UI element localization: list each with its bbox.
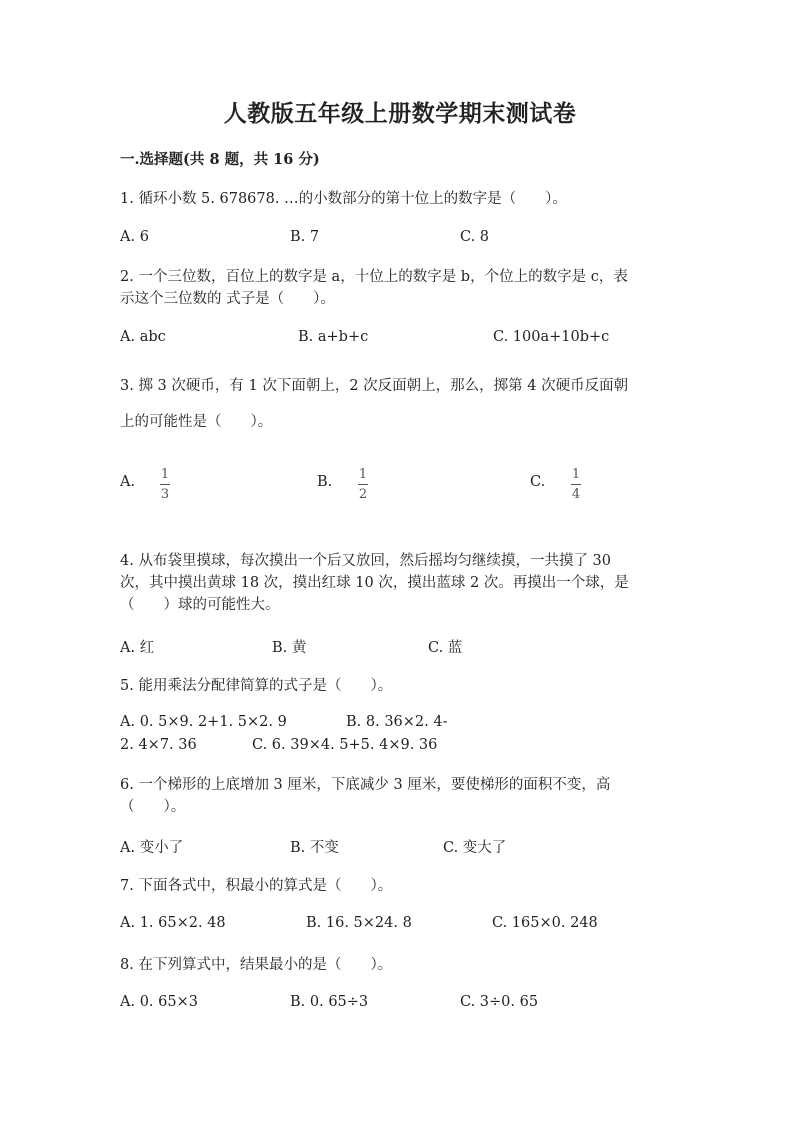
- q7-option-b: B. 16. 5×24. 8: [306, 915, 412, 931]
- question-3-line-2: 上的可能性是（ ）。: [120, 414, 273, 430]
- question-7: 7. 下面各式中，积最小的算式是（ ）。: [120, 878, 393, 894]
- fraction-numerator: 1: [571, 467, 581, 482]
- q1-option-b: B. 7: [290, 229, 320, 245]
- question-6: [120, 774, 680, 818]
- question-5: 5. 能用乘法分配律简算的式子是（ ）。: [120, 678, 393, 694]
- q1-option-c: C. 8: [460, 229, 490, 245]
- q3-option-b-fraction: [358, 467, 368, 502]
- q5-option-b-part-2: 2. 4×7. 36: [120, 737, 197, 753]
- q2-option-c: C. 100a+10b+c: [493, 329, 610, 345]
- question-2-line-1: 2. 一个三位数，百位上的数字是 a，十位上的数字是 b，个位上的数字是 c，表: [120, 269, 628, 285]
- fraction-denominator: 2: [358, 487, 368, 502]
- q7-option-c: C. 165×0. 248: [492, 915, 598, 931]
- q8-option-a: A. 0. 65×3: [120, 994, 198, 1010]
- q4-option-c: C. 蓝: [428, 640, 463, 656]
- question-1: 1. 循环小数 5. 678678. …的小数部分的第十位上的数字是（ ）。: [120, 191, 567, 207]
- q1-option-a: A. 6: [120, 229, 149, 245]
- fraction-bar: [571, 484, 581, 485]
- fraction-denominator: 4: [571, 487, 581, 502]
- q3-option-c: C.: [530, 474, 546, 490]
- fraction-numerator: 1: [358, 467, 368, 482]
- question-4-line-2: 次，其中摸出黄球 18 次，摸出红球 10 次，摸出蓝球 2 次。再摸出一个球，是: [120, 575, 629, 591]
- page-title: 人教版五年级上册数学期末测试卷: [223, 100, 577, 127]
- q8-option-b: B. 0. 65÷3: [290, 994, 369, 1010]
- q5-option-b-part-1: B. 8. 36×2. 4-: [346, 714, 448, 730]
- q3-option-a-fraction: [160, 467, 170, 502]
- q3-option-b: B.: [317, 474, 333, 490]
- question-4-line-3: （ ）球的可能性大。: [120, 597, 280, 613]
- question-4-line-1: 4. 从布袋里摸球，每次摸出一个后又放回，然后摇均匀继续摸，一共摸了 30: [120, 553, 612, 569]
- fraction-numerator: 1: [160, 467, 170, 482]
- q5-option-a: A. 0. 5×9. 2+1. 5×2. 9: [120, 714, 287, 730]
- question-2: [120, 266, 680, 310]
- q4-option-b: B. 黄: [272, 640, 307, 656]
- fraction-bar: [358, 484, 368, 485]
- q4-option-a: A. 红: [120, 640, 155, 656]
- q5-option-c: C. 6. 39×4. 5+5. 4×9. 36: [252, 737, 438, 753]
- q2-option-a: A. abc: [120, 329, 166, 345]
- q7-option-a: A. 1. 65×2. 48: [120, 915, 226, 931]
- question-8: 8. 在下列算式中，结果最小的是（ ）。: [120, 957, 393, 973]
- fraction-denominator: 3: [160, 487, 170, 502]
- question-3-line-1: 3. 掷 3 次硬币，有 1 次下面朝上，2 次反面朝上，那么，掷第 4 次硬币反面朝: [120, 378, 629, 394]
- q6-option-b: B. 不变: [290, 840, 339, 856]
- section-heading: 一.选择题(共 8 题，共 16 分): [120, 151, 320, 168]
- question-2-line-2: 示这个三位数的 式子是（ ）。: [120, 291, 335, 307]
- question-6-line-2: （ ）。: [120, 799, 186, 815]
- q3-option-a: A.: [120, 474, 136, 490]
- question-3: [120, 368, 680, 440]
- fraction-bar: [160, 484, 170, 485]
- q6-option-c: C. 变大了: [443, 840, 507, 856]
- q8-option-c: C. 3÷0. 65: [460, 994, 539, 1010]
- q6-option-a: A. 变小了: [120, 840, 184, 856]
- q3-option-c-fraction: [571, 467, 581, 502]
- question-6-line-1: 6. 一个梯形的上底增加 3 厘米，下底减少 3 厘米，要使梯形的面积不变，高: [120, 777, 611, 793]
- q2-option-b: B. a+b+c: [298, 329, 369, 345]
- question-4: [120, 550, 680, 616]
